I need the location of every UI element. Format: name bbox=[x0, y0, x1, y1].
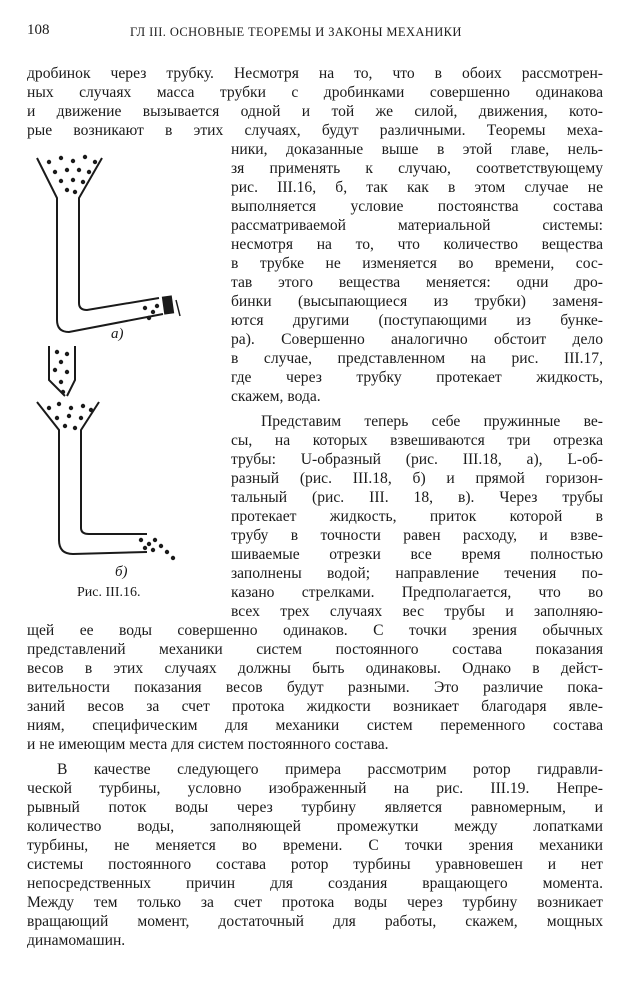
text-line: зя применять к случаю, соответствующему bbox=[231, 160, 603, 177]
text-line: ра). Совершенно аналогично обстоит дело bbox=[231, 331, 603, 348]
text-line: представлений механики систем постоянного состава показания bbox=[27, 641, 603, 658]
text-line: системы постоянного состава ротор турбины уравновешен и нет bbox=[27, 856, 603, 873]
text-line: ных случаях масса трубки с дробинками совершенно одинакова bbox=[27, 84, 603, 101]
text-line: где через трубку протекает жидкость, bbox=[231, 369, 603, 386]
figure-caption: Рис. III.16. bbox=[77, 585, 141, 600]
text-line: тав этого вещества меняется: одни дро- bbox=[231, 274, 603, 291]
text-line: щей ее воды совершенно одинаков. С точки зрения обычных bbox=[27, 622, 603, 639]
text-line: всех трех случаях вес трубы и заполняю- bbox=[231, 603, 603, 620]
text-line: заполнены водой; направление течения по- bbox=[231, 565, 603, 582]
text-line: разный (рис. III.18, б) и прямой горизон- bbox=[231, 470, 603, 487]
text-line: рассматриваемой материальной системы: bbox=[231, 217, 603, 234]
text-line: динамомашин. bbox=[27, 932, 126, 949]
figure-label-a: а) bbox=[111, 326, 124, 342]
text-line: и не имеющим места для систем постоянного состава. bbox=[27, 736, 389, 753]
text-line: Между тем только за счет протока воды через турбину возникает bbox=[27, 894, 603, 911]
text-line: ники, доказанные выше в этой главе, нель- bbox=[231, 141, 603, 158]
text-line: протекает жидкость, приток которой в bbox=[231, 508, 603, 525]
text-line: сы, на которых взвешиваются три отрезка bbox=[231, 432, 603, 449]
text-line: бинки (высыпающиеся из трубки) заменя- bbox=[231, 293, 603, 310]
text-line: вительности показания весов будут разными. Это различие пока- bbox=[27, 679, 603, 696]
text-line: в трубке не изменяется во времени, сос- bbox=[231, 255, 603, 272]
text-line: турбины, не меняется во времени. С точки зрения механики bbox=[27, 837, 603, 854]
figure-iii-16 bbox=[27, 148, 227, 608]
text-line: рывный поток воды через турбину является равномерным, и bbox=[27, 799, 603, 816]
text-line: дробинок через трубку. Несмотря на то, что в обоих рассмотрен- bbox=[27, 65, 603, 82]
text-line: трубу в точности равен расходу, и взве- bbox=[231, 527, 603, 544]
text-line: скажем, вода. bbox=[231, 388, 321, 405]
text-line: заний весов за счет протока жидкости возникает благодаря явле- bbox=[27, 698, 603, 715]
text-line: ниям, специфическим для механики систем переменного состава bbox=[27, 717, 603, 734]
running-title: ГЛ III. ОСНОВНЫЕ ТЕОРЕМЫ И ЗАКОНЫ МЕХАНИКИ bbox=[130, 25, 462, 39]
text-line: рые возникают в этих случаях, будут различными. Теоремы меха- bbox=[27, 122, 603, 139]
text-line: несмотря на то, что количество вещества bbox=[231, 236, 603, 253]
text-line: и движение вызывается одной и той же силой, движения, кото- bbox=[27, 103, 603, 120]
text-line: рис. III.16, б, так как в этом случае не bbox=[231, 179, 603, 196]
text-line: непосредственных причин для создания вращающего момента. bbox=[27, 875, 603, 892]
text-line: в случае, представленном на рис. III.17, bbox=[231, 350, 603, 367]
text-line: выполняется условие постоянства состава bbox=[231, 198, 603, 215]
text-line: шиваемые отрезки все время полностью bbox=[231, 546, 603, 563]
text-line: казано стрелками. Предполагается, что во bbox=[231, 584, 603, 601]
tube-diagram bbox=[27, 148, 227, 608]
paragraph-start: Представим теперь себе пружинные ве- bbox=[261, 413, 603, 430]
text-line: количество воды, заполняющей промежутки между лопатками bbox=[27, 818, 603, 835]
paragraph-start: В качестве следующего примера рассмотрим ротор гидравли- bbox=[57, 761, 603, 778]
text-line: вращающий момент, достаточный для работы, скажем, мощных bbox=[27, 913, 603, 930]
page-number: 108 bbox=[27, 22, 50, 38]
figure-label-b: б) bbox=[115, 564, 128, 580]
text-line: ческой турбины, условно изображенный на рис. III.19. Непре- bbox=[27, 780, 603, 797]
text-line: ются другими (поступающими из бунке- bbox=[231, 312, 603, 329]
text-line: трубы: U-образный (рис. III.18, а), L-об- bbox=[231, 451, 603, 468]
text-line: весов в этих случаях должны быть одинаковы. Однако в дейст- bbox=[27, 660, 603, 677]
text-line: тальный (рис. III. 18, в). Через трубы bbox=[231, 489, 603, 506]
